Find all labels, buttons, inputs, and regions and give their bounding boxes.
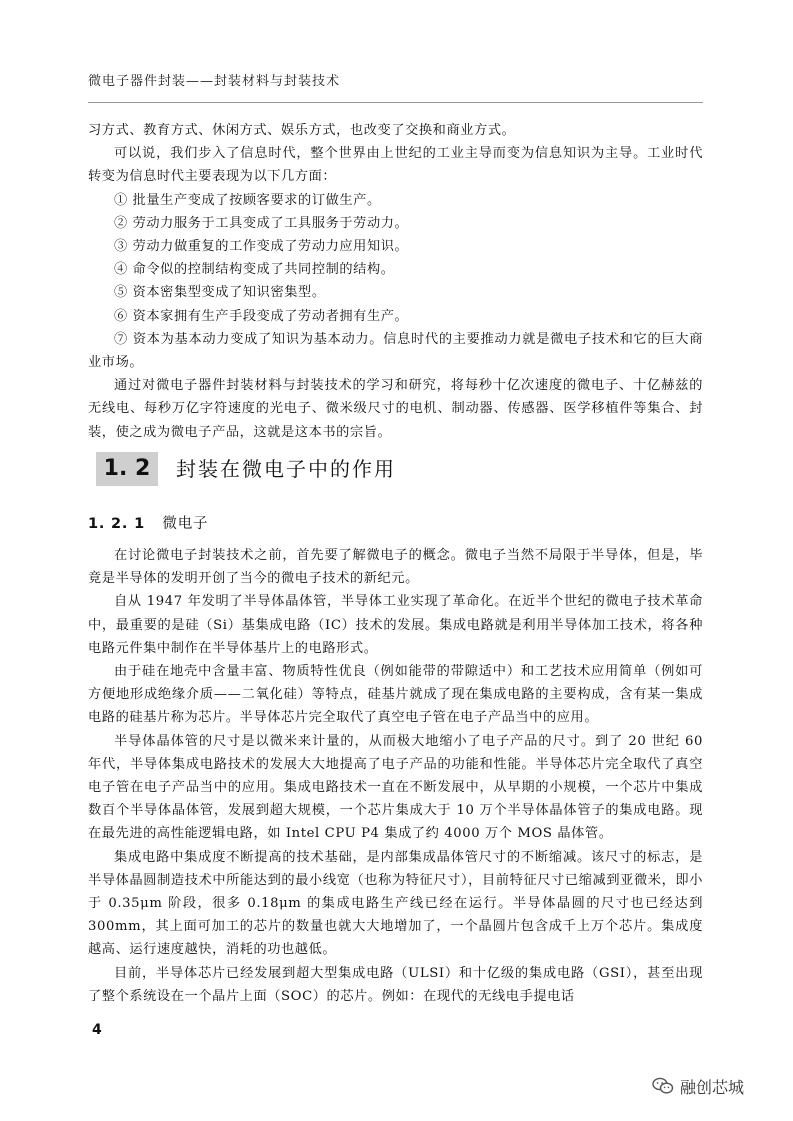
paragraph-goal: 通过对微电子器件封装材料与封装技术的学习和研究，将每秒十亿次速度的微电子、十亿赫兹的无线电、每秒万亿字符速度的光电子、微米级尺寸的电机、制动器、传感器、医学移植件等集合、封装，使之成为微电子产品，这就是这本书的宗旨。	[88, 378, 703, 440]
paragraph-continued: 习方式、教育方式、休闲方式、娱乐方式，也改变了交换和商业方式。	[88, 123, 516, 138]
subsection-heading	[88, 512, 208, 533]
list-item: ④ 命令似的控制结构变成了共同控制的结构。	[114, 262, 395, 278]
paragraph-intro: 可以说，我们步入了信息时代，整个世界由上世纪的工业主导而变为信息知识为主导。工业时代转变为信息时代主要表现为以下几方面：	[88, 146, 703, 185]
watermark-text: 融创芯城	[680, 1077, 745, 1097]
section-title: 封装在微电子中的作用	[176, 457, 396, 481]
paragraph: 自从 1947 年发明了半导体晶体管，半导体工业实现了革命化。在近半个世纪的微电子技术革命中，最重要的是硅（Si）基集成电路（IC）技术的发展。集成电路就是利用半导体加工技术，将各种电路元件集中制作在半导体基片上的电路形式。	[88, 594, 703, 656]
paragraph: 半导体晶体管的尺寸是以微米来计量的，从而极大地缩小了电子产品的尺寸。到了 20 世纪 60 年代，半导体集成电路技术的发展大大地提高了电子产品的功能和性能。半导体芯片完全取代了真空电子管在电子产品当中的应用。集成电路技术一直在不断发展中，从早期的小规模，一个芯片中集成数百个半导体晶体管，发展到超大规模，一个芯片集成大于 10 万个半导体晶体管子的集成电路。现在最先进的高性能逻辑电路，如 Intel CPU P4 集成了约 4000 万个 MOS 晶体管。	[88, 733, 703, 842]
list-item: ① 批量生产变成了按顾客要求的订做生产。	[114, 192, 381, 208]
paragraph: 在讨论微电子封装技术之前，首先要了解微电子的概念。微电子当然不局限于半导体，但是，毕竟是半导体的发明开创了当今的微电子技术的新纪元。	[88, 548, 703, 587]
body-block-1	[88, 119, 703, 444]
watermark	[652, 1076, 744, 1096]
wechat-icon	[652, 1077, 674, 1095]
running-head: 微电子器件封装——封装材料与封装技术	[88, 74, 341, 89]
header-rule	[88, 102, 703, 103]
paragraph: 目前，半导体芯片已经发展到超大型集成电路（ULSI）和十亿级的集成电路（GSI），甚至出现了整个系统设在一个晶片上面（SOC）的芯片。例如：在现代的无线电手提电话	[88, 965, 703, 1004]
list-item-last: ⑦ 资本为基本动力变成了知识为基本动力。信息时代的主要推动力就是微电子技术和它的巨大商业市场。	[88, 331, 703, 371]
page-number: 4	[92, 1022, 102, 1038]
paragraph: 由于硅在地壳中含量丰富、物质特性优良（例如能带的带隙适中）和工艺技术应用简单（例如可方便地形成绝缘介质——二氧化硅）等特点，硅基片就成了现在集成电路的主要构成，含有某一集成电路的硅基片称为芯片。半导体芯片完全取代了真空电子管在电子产品当中的应用。	[88, 664, 703, 726]
list-item: ⑤ 资本密集型变成了知识密集型。	[114, 285, 326, 301]
section-heading	[88, 452, 703, 492]
list-item: ⑥ 资本家拥有生产手段变成了劳动者拥有生产。	[114, 308, 409, 324]
section-number: 1. 2	[96, 452, 158, 486]
paragraph: 集成电路中集成度不断提高的技术基础，是内部集成晶体管尺寸的不断缩减。该尺寸的标志，是半导体晶圆制造技术中所能达到的最小线宽（也称为特征尺寸），目前特征尺寸已缩减到亚微米，即小于 0.35μm 阶段，很多 0.18μm 的集成电路生产线已经在运行。半导体晶圆的尺寸也已经达到 300mm，其上面可加工的芯片的数量也就大大地增加了，一个晶圆片包含成千上万个芯片。集成度越高、运行速度越快，消耗的功也越低。	[88, 849, 703, 958]
list-item: ② 劳动力服务于工具变成了工具服务于劳动力。	[114, 215, 409, 231]
subsection-number: 1. 2. 1	[88, 516, 145, 532]
list-item: ③ 劳动力做重复的工作变成了劳动力应用知识。	[114, 239, 409, 255]
body-block-2	[88, 544, 703, 1008]
subsection-title: 微电子	[162, 516, 209, 532]
